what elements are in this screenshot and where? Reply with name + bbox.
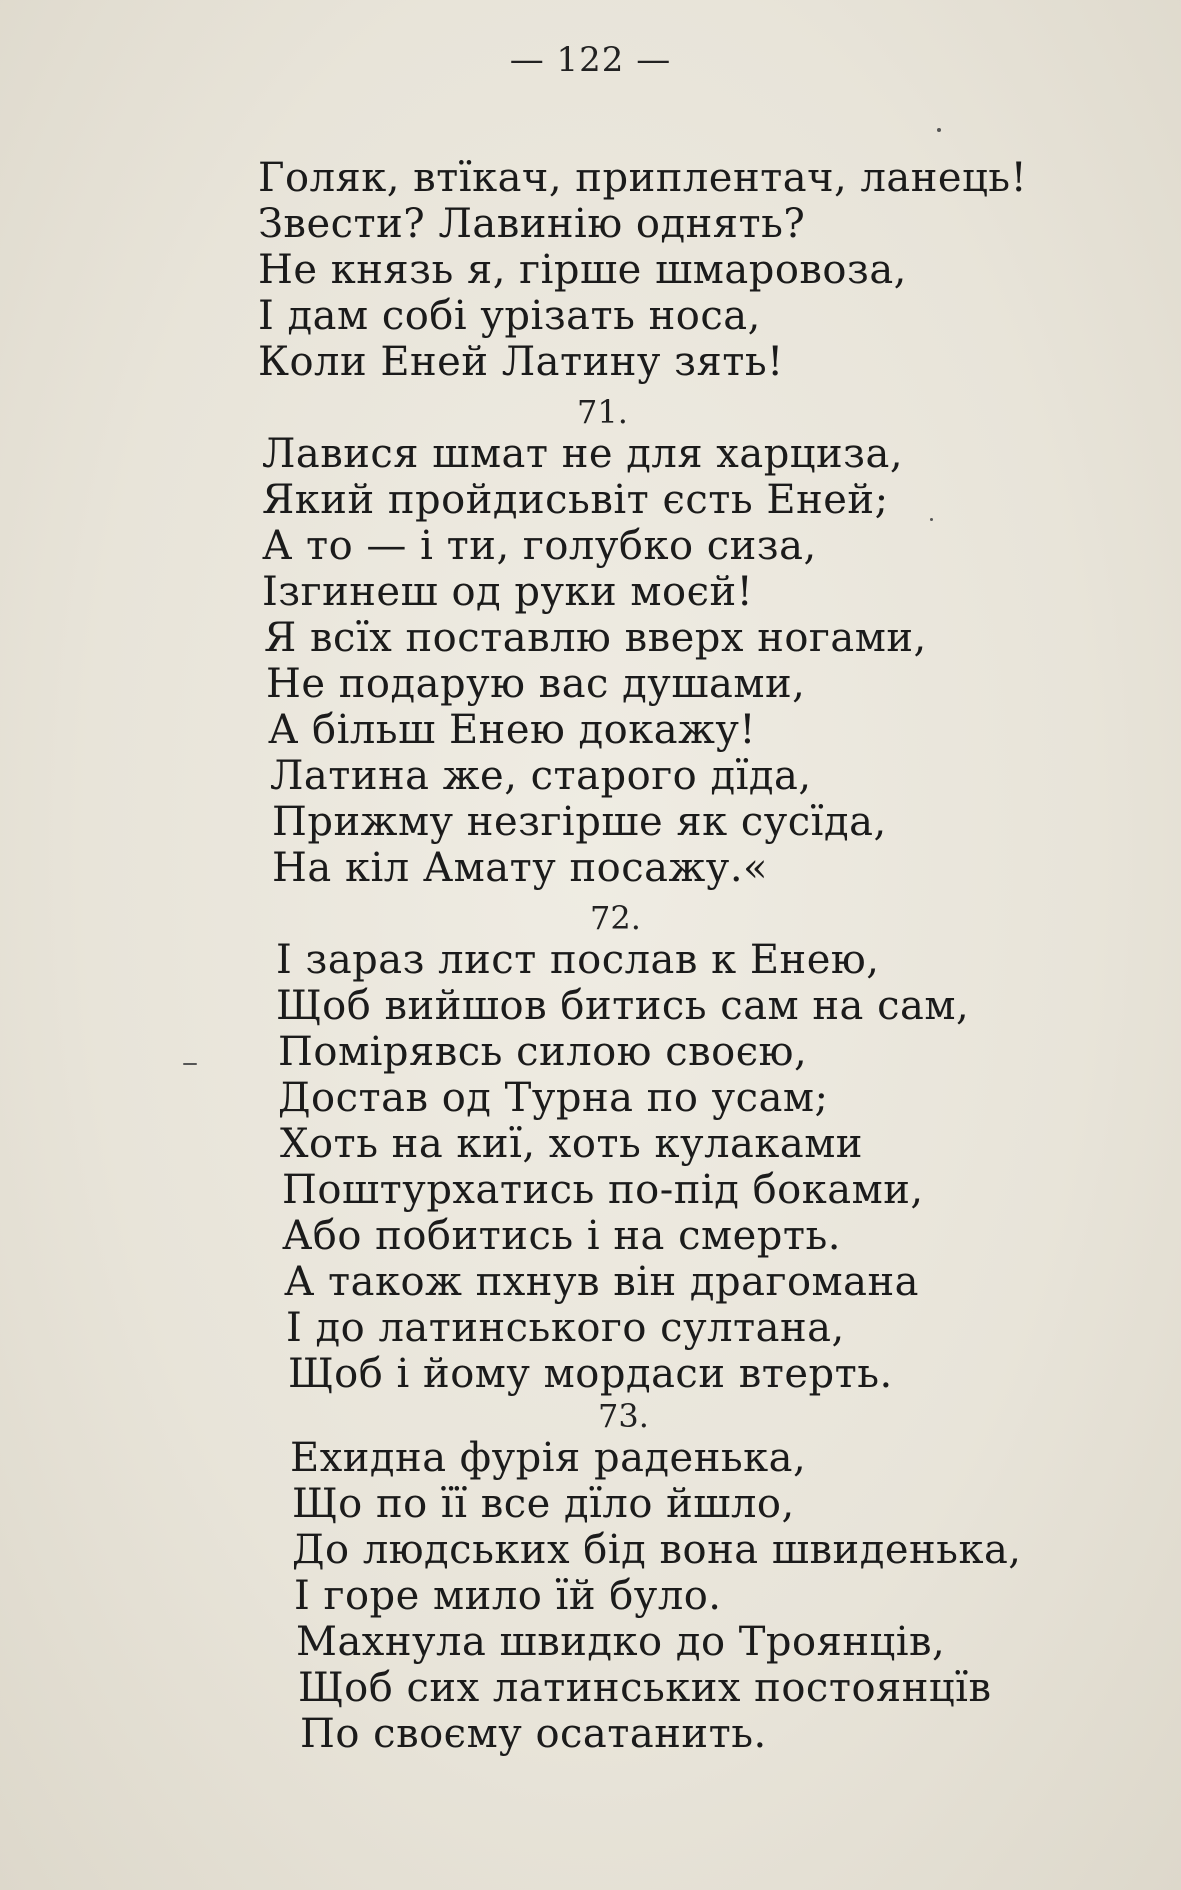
verse-line: Поштурхатись по-під боками, (282, 1167, 924, 1213)
verse-line: Ізгинеш од руки моєй! (262, 569, 754, 615)
paper-speck (183, 1063, 197, 1065)
verse-line: Або побитись і на смерть. (282, 1213, 841, 1259)
stanza-number: 72. (590, 899, 641, 937)
verse-line: Лавися шмат не для харциза, (262, 431, 904, 477)
page-number: — 122 — (509, 40, 672, 80)
verse-line: І горе мило їй було. (294, 1573, 722, 1619)
paper-speck (937, 128, 941, 132)
verse-line: Ехидна фурія раденька, (290, 1435, 807, 1481)
verse-line: Щоб вийшов битись сам на сам, (276, 983, 970, 1029)
verse-line: Латина же, старого дїда, (270, 753, 812, 799)
verse-line: Коли Еней Латину зять! (258, 339, 784, 385)
verse-line: Достав од Турна по усам; (278, 1075, 829, 1121)
verse-line: І до латинського султана, (286, 1305, 845, 1351)
verse-line: А більш Енею докажу! (268, 707, 757, 753)
verse-line: Щоб і йому мордаси втерть. (288, 1351, 893, 1397)
paper-speck (930, 518, 933, 521)
verse-line: Що по її все дїло йшло, (292, 1481, 795, 1527)
verse-line: Я всїх поставлю вверх ногами, (264, 615, 927, 661)
verse-line: На кіл Амату посажу.« (272, 845, 769, 891)
verse-line: Махнула швидко до Троянців, (296, 1619, 946, 1665)
verse-line: І дам собі урізать носа, (258, 293, 761, 339)
verse-line: Який пройдисьвіт єсть Еней; (262, 477, 889, 523)
verse-line: А то — і ти, голубко сиза, (262, 523, 817, 569)
verse-line: Не князь я, гірше шмаровоза, (258, 247, 907, 293)
verse-line: Хоть на киї, хоть кулаками (280, 1121, 863, 1167)
verse-line: І зараз лист послав к Енею, (276, 937, 880, 983)
verse-line: До людських бід вона швиденька, (292, 1527, 1022, 1573)
verse-line: А також пхнув він драгомана (284, 1259, 920, 1305)
stanza-number: 73. (598, 1397, 649, 1435)
verse-line: Не подарую вас душами, (266, 661, 806, 707)
stanza-number: 71. (577, 393, 628, 431)
verse-line: Помірявсь силою своєю, (278, 1029, 808, 1075)
verse-line: Голяк, втїкач, приплентач, ланець! (258, 155, 1028, 201)
verse-line: Щоб сих латинських постоянцїв (298, 1665, 992, 1711)
verse-line: По своєму осатанить. (300, 1711, 767, 1757)
verse-line: Прижму незгірше як сусїда, (272, 799, 887, 845)
verse-line: Звести? Лавинію однять? (258, 201, 806, 247)
